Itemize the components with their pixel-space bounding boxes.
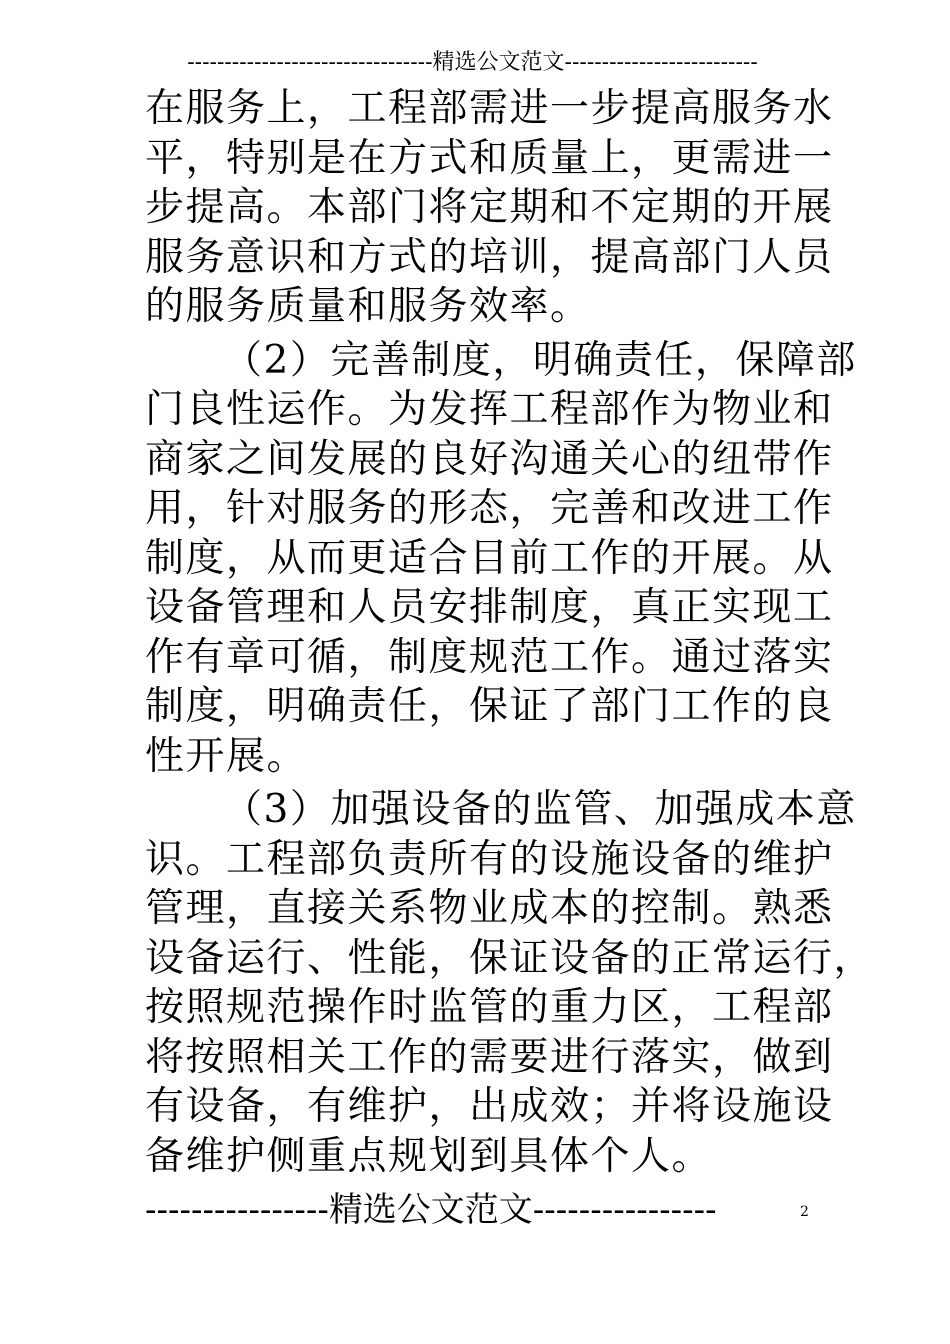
text-line: 制度，从而更适合目前工作的开展。从 xyxy=(145,535,834,581)
paragraph-3 xyxy=(145,785,875,1181)
text-line: 门良性运作。为发挥工程部作为物业和 xyxy=(145,387,834,432)
text-line: 用，针对服务的形态，完善和改进工作 xyxy=(145,486,834,531)
text-line: 服务意识和方式的培训，提高部门人员 xyxy=(145,234,834,280)
text-line: 平，特别是在方式和质量上，更需进一 xyxy=(145,135,834,181)
text-line: （3）加强设备的监管、加强成本意 xyxy=(223,787,857,832)
paragraph-1 xyxy=(145,84,834,332)
text-line: 备维护侧重点规划到具体个人。 xyxy=(145,1133,713,1179)
text-line: （2）完善制度，明确责任，保障部 xyxy=(223,337,857,383)
text-line: 性开展。 xyxy=(145,733,308,779)
text-line: 商家之间发展的良好沟通关心的纽带作 xyxy=(145,436,834,482)
text-line: 的服务质量和服务效率。 xyxy=(145,284,591,329)
paragraph-2 xyxy=(145,336,857,782)
text-line: 管理，直接关系物业成本的控制。熟悉 xyxy=(145,886,834,931)
text-line: 将按照相关工作的需要进行落实，做到 xyxy=(145,1034,834,1080)
text-line: 识。工程部负责所有的设施设备的维护 xyxy=(145,836,834,882)
text-line: 有设备，有维护，出成效；并将设施设 xyxy=(145,1084,834,1129)
text-line: 在服务上，工程部需进一步提高服务水 xyxy=(145,86,834,131)
text-line: 按照规范操作时监管的重力区，工程部 xyxy=(145,985,834,1030)
page-footer: ----------------精选公文范文---------------- xyxy=(145,1190,717,1230)
text-line: 设备运行、性能，保证设备的正常运行， xyxy=(145,935,875,981)
text-line: 制度，明确责任，保证了部门工作的良 xyxy=(145,684,834,729)
text-line: 设备管理和人员安排制度，真正实现工 xyxy=(145,585,834,630)
page-header: ---------------------------------精选公文范文-------------------------- xyxy=(187,50,758,75)
document-body xyxy=(145,84,875,1181)
text-line: 作有章可循，制度规范工作。通过落实 xyxy=(145,634,834,680)
text-line: 步提高。本部门将定期和不定期的开展 xyxy=(145,185,834,230)
page-number: 2 xyxy=(800,1204,809,1220)
